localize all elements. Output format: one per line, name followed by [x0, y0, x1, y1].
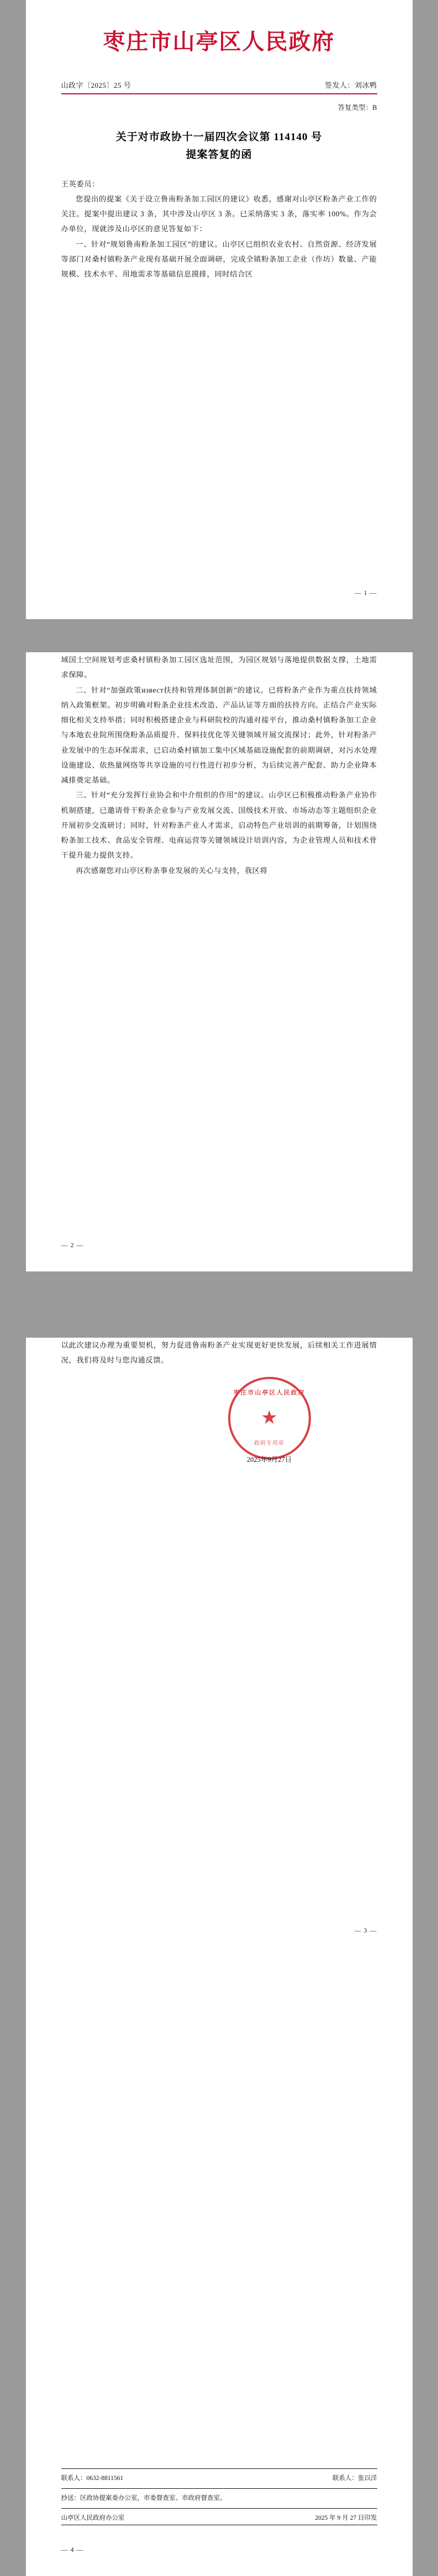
page-number-1: — 1 —	[354, 589, 377, 597]
document-page-2	[26, 652, 413, 1271]
footer-divider-bottom	[61, 2508, 377, 2509]
paragraph: 再次感谢您对山亭区粉条事业发展的关心与支持，我区将	[76, 866, 268, 875]
page-number-4: — 4 —	[61, 2546, 84, 2553]
seal-area	[61, 1371, 377, 1471]
seal-bottom-text: 政府专用章	[254, 1440, 284, 1446]
paragraph: 三、针对“充分发挥行业协会和中介组织的作用”的建议。山亭区已积极推动粉条产业协作机制搭建，已邀请骨干粉条企业参与产业发展交流、国级技术开放、市场动态等主题组织企业开展初步交流研讨；同时，针对粉条产业人才需求，启动特色产业培训的前期筹备，计划围绕粉条加工技术、食品安全管理、电商运营等关键领域设计培训内容，为企业管理人员和技术骨干提升能力提供支持。	[61, 791, 377, 860]
footer-contact-row	[61, 2472, 377, 2485]
contact-person: 联系人：张以洋	[333, 2475, 377, 2482]
seal-top-text: 枣庄市山亭区人民政府	[233, 1389, 305, 1396]
footer-divider-top	[61, 2468, 377, 2469]
document-number: 山政字〔2025〕25 号	[61, 81, 131, 89]
footer-divider-middle	[61, 2488, 377, 2489]
page-number-2: — 2 —	[61, 1241, 84, 1249]
document-meta	[61, 79, 377, 90]
paragraph: 二、针对“加强政策извест扶持和管理体制创新”的建议。已将粉条产业作为重点扶持领域纳入政策框架。初步明确对粉条企业技术改造、产品认证等方面的扶持方向。正结合产业实际细化相关支持举措；同时积极搭建企业与科研院校的沟通对接平台，推动桑村镇粉条加工企业与本地农业院所围绕粉条品质提升、保料技优化等关键领域开展交流探讨；此外，针对粉条产业发展中的生态环保需求，已启动桑村镇加工集中区域基础设施配套的前期调研，对污水处理设施建设、依热量网络等共享设施的可行性进行初步分析，为后续完善产配套、助力企业降本减排奠定基础。	[61, 685, 377, 784]
letterhead	[26, 0, 413, 55]
paragraph: 域国土空间规划考虑桑村镇粉条加工园区选址范围，为园区规划与落地提供数据支撑，土地需求保障。	[61, 656, 377, 679]
copy-to: 抄送：区政协提案委办公室，市委督查室、市政府督查室。	[61, 2495, 226, 2502]
title-line-1: 关于对市政协十一届四次会议第 114140 号	[115, 131, 323, 143]
paragraph: 一、针对“规划鲁南粉条加工园区”的建议。山亭区已组织农业农村、自然资源、经济发展等部门对桑村镇粉条产业现有基础开展全面调研，完成全镇粉条加工企业（作坊）数量、产能规模、技术水平、用地需求等基础信息摸排，同时结合区	[61, 239, 377, 279]
salutation: 王英委员：	[61, 179, 99, 188]
signer: 签发人：刘冰鸭	[324, 81, 377, 89]
document-page-3	[26, 1338, 413, 1957]
document-page-1	[26, 0, 413, 619]
issue-date: 2025 年 9 月 27 日印发	[315, 2515, 377, 2521]
issuer-office: 山亭区人民政府办公室	[61, 2515, 125, 2521]
seal-date: 2025年9月27日	[246, 1455, 292, 1463]
red-divider-rule	[61, 93, 377, 94]
star-icon: ★	[261, 1407, 278, 1428]
title-line-2: 提案答复的函	[186, 149, 252, 161]
page-title	[76, 129, 363, 164]
footer-block	[61, 2468, 377, 2529]
reply-type: 答复类型：B	[337, 104, 377, 111]
issuing-organization: 枣庄市山亭区人民政府	[103, 29, 335, 54]
footer-copyto-row	[61, 2492, 377, 2505]
document-page-4	[26, 1957, 413, 2576]
body-page-1	[61, 177, 377, 282]
body-page-3	[61, 1338, 377, 1368]
contact-phone: 联系人：0632-8811561	[61, 2475, 124, 2482]
footer-issuer-row	[61, 2512, 377, 2525]
paragraph: 您提出的提案《关于设立鲁南粉条加工园区的建议》收悉，感谢对山亭区粉条产业工作的关注。提案中提出建议 3 条，其中涉及山亭区 3 条。已采纳落实 3 条，落实率 100%。作为会办单位，现就涉及山亭区的意见答复如下：	[61, 194, 377, 233]
body-page-2	[61, 652, 377, 878]
page-number-3: — 3 —	[354, 1926, 377, 1934]
paragraph: 以此次建议办理为重要契机，努力促进鲁南粉条产业实现更好更快发展，后续相关工作进展情况，我们将及时与您沟通反馈。	[61, 1341, 377, 1365]
official-seal-icon	[228, 1377, 311, 1460]
